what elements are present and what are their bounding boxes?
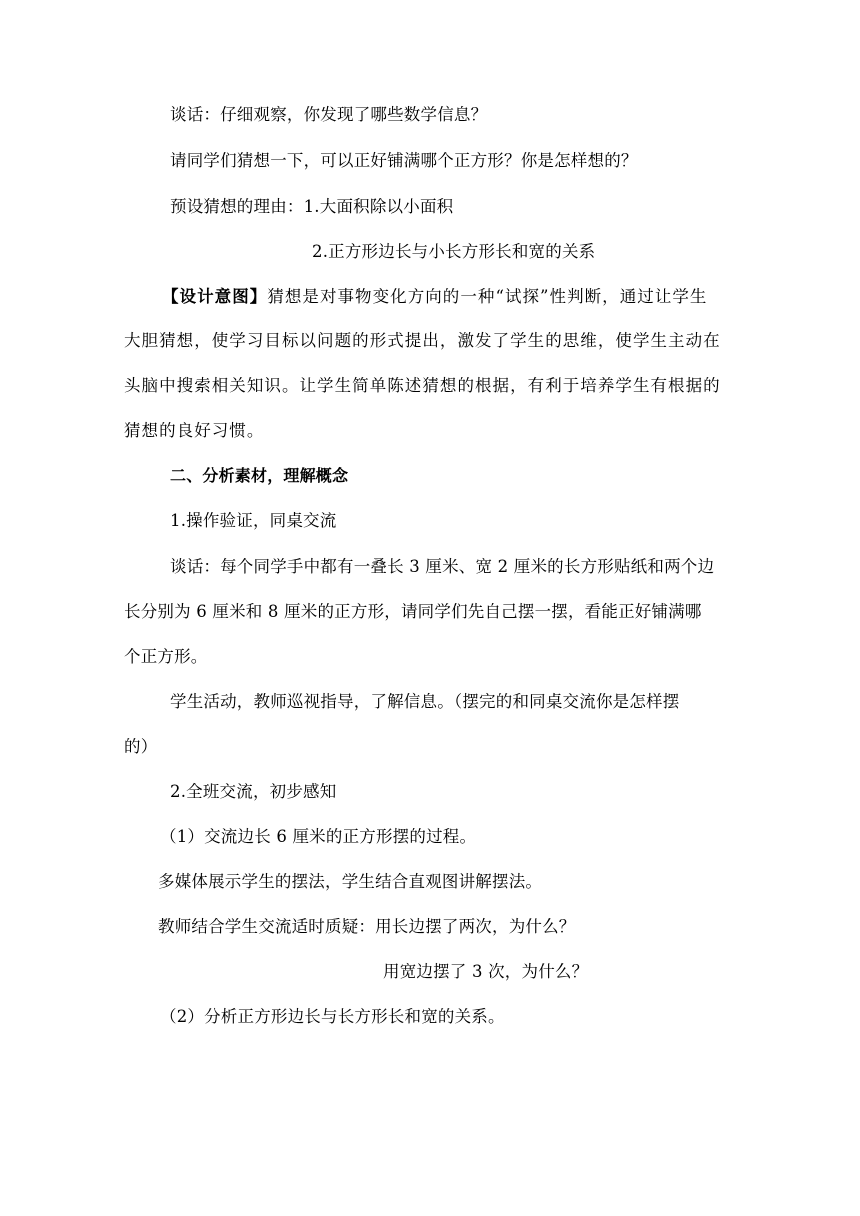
guess-question: 请同学们猜想一下，可以正好铺满哪个正方形？你是怎样想的？ bbox=[170, 151, 638, 170]
sub-item-2: （2）分析正方形边长与长方形长和宽的关系。 bbox=[160, 1007, 505, 1026]
design-intent-line-1 bbox=[162, 286, 707, 308]
section-heading: 二、分析素材，理解概念 bbox=[170, 466, 349, 485]
design-intent-line-3: 头脑中搜索相关知识。让学生简单陈述猜想的根据，有利于培养学生有根据的 bbox=[124, 376, 721, 395]
multimedia-line: 多媒体展示学生的摆法，学生结合直观图讲解摆法。 bbox=[158, 872, 543, 891]
teacher-question-2: 用宽边摆了 3 次，为什么？ bbox=[383, 962, 589, 981]
step2-title: 2.全班交流，初步感知 bbox=[170, 782, 337, 801]
sub-item-1: （1）交流边长 6 厘米的正方形摆的过程。 bbox=[160, 827, 477, 846]
preset-reason-1: 预设猜想的理由：1.大面积除以小面积 bbox=[170, 197, 454, 216]
design-intent-line-2: 大胆猜想，使学习目标以问题的形式提出，激发了学生的思维，使学生主动在 bbox=[124, 331, 721, 350]
design-intent-text: 猜想是对事物变化方向的一种“试探”性判断，通过让学生 bbox=[267, 287, 708, 306]
preset-reason-2: 2.正方形边长与小长方形长和宽的关系 bbox=[312, 242, 596, 261]
activity-line-2: 的） bbox=[124, 737, 158, 756]
talk2-line-3: 个正方形。 bbox=[124, 647, 208, 666]
step1-title: 1.操作验证，同桌交流 bbox=[170, 511, 337, 530]
design-intent-line-4: 猜想的良好习惯。 bbox=[124, 421, 265, 440]
teacher-question-1: 教师结合学生交流适时质疑：用长边摆了两次，为什么？ bbox=[158, 917, 576, 936]
talk2-line-2: 长分别为 6 厘米和 8 厘米的正方形，请同学们先自己摆一摆，看能正好铺满哪 bbox=[124, 602, 702, 621]
activity-line-1: 学生活动，教师巡视指导，了解信息。（摆完的和同桌交流你是怎样摆 bbox=[170, 692, 680, 711]
talk-observe: 谈话：仔细观察，你发现了哪些数学信息？ bbox=[170, 105, 488, 124]
talk2-line-1: 谈话：每个同学手中都有一叠长 3 厘米、宽 2 厘米的长方形贴纸和两个边 bbox=[170, 557, 715, 576]
design-intent-label: 【设计意图】 bbox=[162, 287, 268, 306]
